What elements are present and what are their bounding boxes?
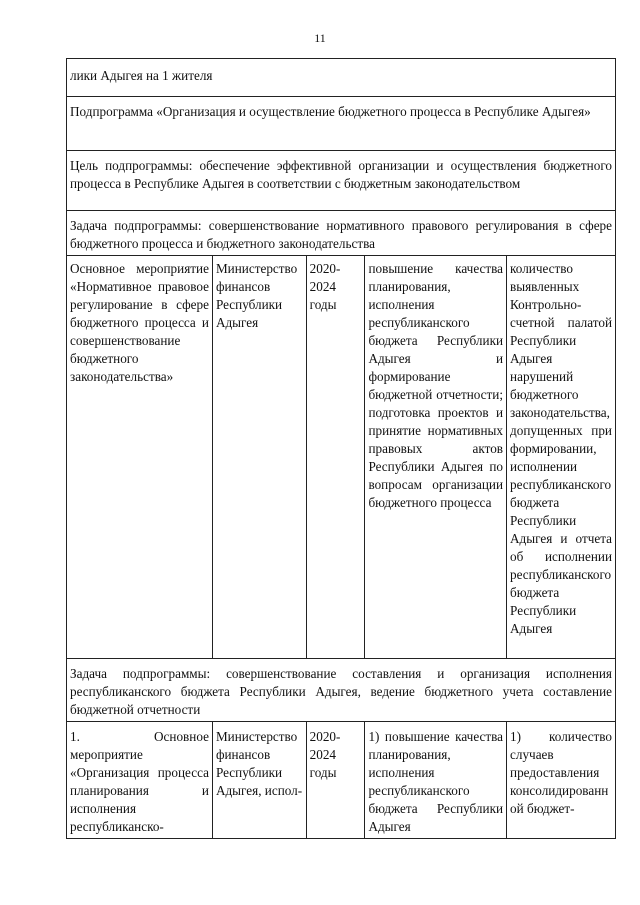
measure-row-1 <box>67 256 616 659</box>
task-row-2 <box>67 659 616 722</box>
measure-period-cell: 2020-2024 годы <box>306 722 365 839</box>
measure-indicator-cell: 1) количество случаев предоставления консолидированной бюджет- <box>507 722 616 839</box>
subprogram-title-row <box>67 97 616 151</box>
measure-result-cell: повышение качества планирования, исполнения республиканского бюджета Республики Адыгея и формирование бюджетной отчетности; подготовка проектов и принятие нормативных правовых актов Республики Адыгея по вопросам организации бюджетного процесса <box>365 256 507 659</box>
task-cell-2: Задача подпрограммы: совершенствование составления и организация исполнения республиканского бюджета Республики Адыгея, ведение бюджетного учета составление бюджетной отчетности <box>67 659 616 722</box>
measure-name-cell: 1. Основное мероприятие «Организация процесса планирования и исполнения республиканско- <box>67 722 213 839</box>
subprogram-title-cell: Подпрограмма «Организация и осуществление бюджетного процесса в Республике Адыгея» <box>67 97 616 151</box>
measure-executor-cell: Министерство финансов Республики Адыгея <box>212 256 306 659</box>
measure-period-cell: 2020-2024 годы <box>306 256 365 659</box>
subprogram-goal-row <box>67 151 616 211</box>
measure-name-cell: Основное мероприятие «Нормативное правовое регулирование в сфере бюджетного процесса и совершенствование бюджетного законодательства» <box>67 256 213 659</box>
measure-result-cell: 1) повышение качества планирования, исполнения республиканского бюджета Республики Адыгея <box>365 722 507 839</box>
measure-executor-cell: Министерство финансов Республики Адыгея, испол- <box>212 722 306 839</box>
task-cell-1: Задача подпрограммы: совершенствование нормативного правового регулирования в сфере бюджетного процесса и бюджетного законодательства <box>67 211 616 256</box>
measure-indicator-cell: количество выявленных Контрольно-счетной палатой Республики Адыгея нарушений бюджетного законодательства, допущенных при формировании, исполнении республиканского бюджета Республики Адыгея и отчета об исполнении республиканского бюджета Республики Адыгея <box>507 256 616 659</box>
task-row-1 <box>67 211 616 256</box>
measure-row-2 <box>67 722 616 839</box>
continuation-cell: лики Адыгея на 1 жителя <box>67 59 616 97</box>
continuation-row <box>67 59 616 97</box>
program-table <box>66 58 616 839</box>
page-number: 11 <box>314 31 326 45</box>
subprogram-goal-cell: Цель подпрограммы: обеспечение эффективной организации и осуществления бюджетного процесса в Республике Адыгея в соответствии с бюджетным законодательством <box>67 151 616 211</box>
